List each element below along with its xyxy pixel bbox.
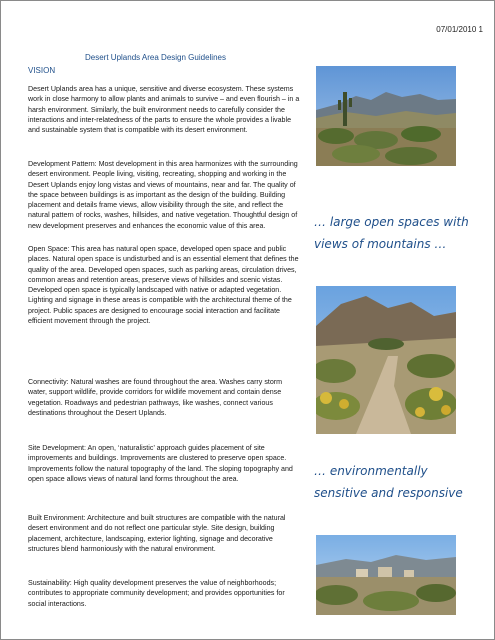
connectivity-paragraph: Connectivity: Natural washes are found throughout the area. Washes carry storm water, support wildlife, provide corridors for wildlife movement and contain dense vegetation. Roadways and pedestrian pathways, like washes, connect various destinations throughout the Desert Uplands. — [28, 378, 283, 417]
development-pattern-paragraph: Development Pattern: Most development in this area harmonizes with the surrounding desert environment. People living, visiting, recreating, shopping and working in the Desert Uplands enjoy long vistas and views of mountains, near and far. The quality of the space between buildings is as important as the design of the building. Building placement and details frame views, allow visibility through the site, and reflect the natural pattern of rocks, washes, hillsides, and native vegetation. Thoughtful design of new development preserves and enhances the economic value of this area. — [28, 160, 298, 230]
caption-environmentally-sensitive: … environmentally sensitive and responsive — [314, 464, 463, 500]
built-environment-paragraph: Built Environment: Architecture and built structures are compatible with the natural desert environment and do not reflect one particular style. Site design, building placement, architecture, landscaping, exterior lighting, signage and decorative structures blend harmoniously with the natural environment. — [28, 514, 286, 553]
site-development-paragraph: Site Development: An open, ‘naturalistic’ approach guides placement of site improvements and buildings. Improvements are clustered to preserve open space. Improvements follow the natural topography of the land. The sloping topography and open space allows views of natural land forms throughout the area. — [28, 444, 293, 483]
open-space-paragraph: Open Space: This area has natural open space, developed open space and public places. Natural open space is undisturbed and is an essential element that defines the quality of the area. Developed open spaces, such as parking areas, circulation drives, common areas and retention areas, preserve views of hillsides and scenic vistas. Developed open space is typically landscaped with native or adapted vegetation. Lighting and signage in these areas is compatible with the architectural theme of the project. Public spaces are designed to encourage social interaction and facilitate efficient movement through the project. — [28, 245, 299, 326]
desert-community-photo — [316, 535, 456, 615]
vision-paragraph: Desert Uplands area has a unique, sensitive and diverse ecosystem. These systems work in close harmony to allow plants and animals to survive – and even flourish – in a harsh environment. Similarly, the built environment needs to carefully consider the interactions and inter-relatedness of the parts to ensure the whole provides a livable and sustainable system that is compatible with its desert environment. — [28, 85, 300, 135]
sustainability-paragraph: Sustainability: High quality development preserves the value of neighborhoods; contributes to appropriate community development; and provides opportunities for social interactions. — [28, 579, 285, 608]
section-heading: VISION — [28, 66, 56, 75]
desert-mountain-photo — [316, 66, 456, 166]
caption-open-spaces: … large open spaces with views of mountains … — [314, 215, 469, 251]
document-title: Desert Uplands Area Design Guidelines — [85, 53, 226, 62]
desert-wash-photo — [316, 286, 456, 434]
date-page-number: 07/01/2010 1 — [436, 25, 483, 34]
